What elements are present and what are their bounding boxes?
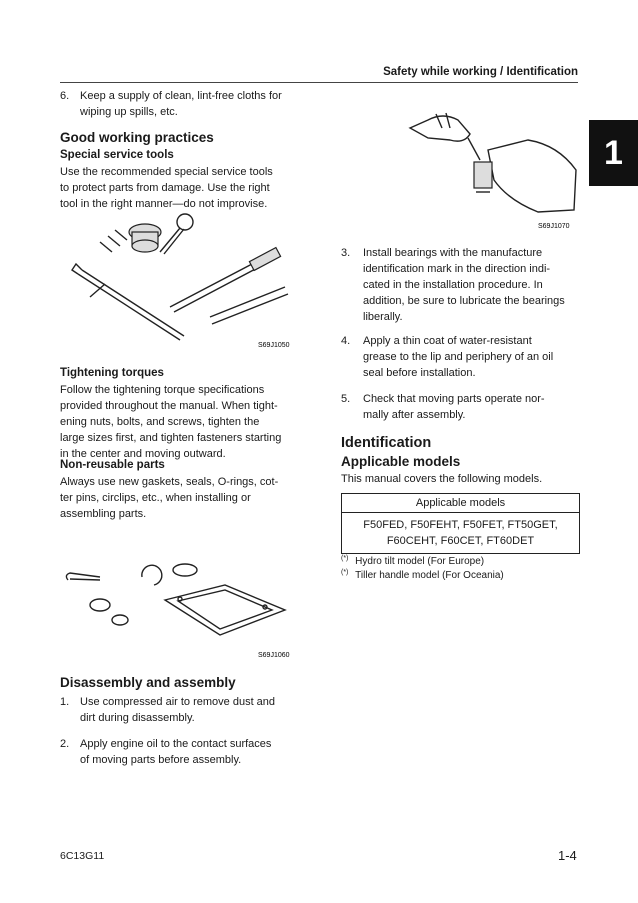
applicable-models-table	[341, 493, 580, 554]
torque-wrench-illustration	[170, 248, 288, 324]
step-1-number: 1.	[60, 696, 70, 708]
step-5-number: 5.	[341, 393, 351, 405]
tightening-torques-text	[60, 382, 296, 462]
footnote-text: Hydro tilt model (For Europe)	[355, 556, 485, 568]
seal-illustration	[90, 599, 128, 625]
special-tools-line: to protect parts from damage. Use the right	[60, 182, 270, 194]
step-3-line: addition, be sure to lubricate the bearings	[363, 295, 565, 307]
step-4-line: seal before installation.	[363, 367, 476, 379]
long-rod-illustration	[72, 264, 184, 340]
step-3	[341, 245, 578, 325]
section-header: Safety while working / Identification	[383, 66, 578, 78]
torques-line: Follow the tightening torque specifications	[60, 384, 265, 396]
disassembly-heading: Disassembly and assembly	[60, 675, 236, 690]
special-tools-heading: Special service tools	[60, 149, 174, 161]
applicable-intro: This manual covers the following models.	[341, 473, 543, 485]
step-2-line: Apply engine oil to the contact surfaces	[80, 738, 272, 750]
footnote-mark: (*)	[341, 569, 349, 576]
eye-bolt-illustration	[160, 214, 193, 254]
item-6	[60, 88, 296, 120]
step-5	[341, 391, 578, 423]
hand-bottom-illustration	[474, 140, 576, 212]
non-reusable-text	[60, 474, 296, 522]
gasket-illustration	[165, 585, 285, 635]
non-reusable-line: assembling parts.	[60, 508, 147, 520]
header-rule	[60, 82, 578, 83]
item-6-number: 6.	[60, 90, 70, 102]
step-2	[60, 736, 296, 768]
document-code: 6C13G11	[60, 850, 105, 862]
step-4-line: grease to the lip and periphery of an oil	[363, 351, 554, 363]
cotter-pin-illustration	[66, 573, 100, 580]
step-5-line: Check that moving parts operate nor-	[363, 393, 545, 405]
table-models-cell	[342, 513, 579, 553]
torques-line: large sizes first, and tighten fasteners starting	[60, 432, 282, 444]
torques-line: in the center and moving outward.	[60, 448, 226, 460]
non-reusable-heading: Non-reusable parts	[60, 459, 165, 471]
step-4-number: 4.	[341, 335, 351, 347]
step-3-line: cated in the installation procedure. In	[363, 279, 543, 291]
step-3-number: 3.	[341, 247, 351, 259]
torques-line: ening nuts, bolts, and screws, tighten the	[60, 416, 260, 428]
special-tools-text	[60, 164, 296, 212]
bearing-install-figure	[398, 100, 580, 232]
bolts-illustration	[100, 230, 127, 252]
identification-heading: Identification	[341, 435, 432, 451]
step-2-line: of moving parts before assembly.	[80, 754, 242, 766]
figure-2-caption: S69J1060	[258, 652, 290, 659]
non-reusable-line: ter pins, circlips, etc., when installing or	[60, 492, 251, 504]
footnote-mark: (*)	[341, 555, 349, 562]
table-models-line: F50FED, F50FEHT, F50FET, FT50GET,	[363, 519, 558, 531]
torques-line: provided throughout the manual. When tight-	[60, 400, 278, 412]
step-1-line: Use compressed air to remove dust and	[80, 696, 276, 708]
table-header-cell: Applicable models	[342, 494, 579, 513]
step-2-number: 2.	[60, 738, 70, 750]
table-models-line: F60CEHT, F60CET, FT60DET	[386, 535, 535, 547]
non-reusable-parts-figure	[60, 555, 298, 663]
hand-top-illustration	[410, 113, 480, 160]
step-4	[341, 333, 578, 381]
step-3-line: liberally.	[363, 311, 403, 323]
footnote-tiller-handle	[341, 566, 504, 583]
circlip-illustration	[142, 565, 162, 585]
chapter-tab: 1	[589, 120, 638, 186]
item-6-line-2: wiping up spills, etc.	[80, 106, 178, 118]
special-tools-line: tool in the right manner—do not improvise.	[60, 198, 268, 210]
puller-tool-illustration	[129, 224, 161, 252]
special-tools-line: Use the recommended special service tools	[60, 166, 273, 178]
step-1	[60, 694, 296, 726]
applicable-models-heading: Applicable models	[341, 454, 461, 469]
step-5-line: mally after assembly.	[363, 409, 466, 421]
page-number: 1-4	[558, 848, 577, 863]
non-reusable-line: Always use new gaskets, seals, O-rings, cot-	[60, 476, 279, 488]
figure-3-caption: S69J1070	[538, 223, 570, 230]
footnote-text: Tiller handle model (For Oceania)	[355, 570, 504, 582]
item-6-line-1: Keep a supply of clean, lint-free cloths for	[80, 90, 282, 102]
good-practices-heading: Good working practices	[60, 130, 214, 145]
o-ring-illustration	[173, 564, 197, 576]
step-1-line: dirt during disassembly.	[80, 712, 195, 724]
step-3-line: Install bearings with the manufacture	[363, 247, 543, 259]
figure-1-caption: S69J1050	[258, 342, 290, 349]
step-4-line: Apply a thin coat of water-resistant	[363, 335, 532, 347]
tightening-torques-heading: Tightening torques	[60, 367, 164, 379]
special-tools-figure	[60, 212, 298, 357]
step-3-line: identification mark in the direction indi-	[363, 263, 551, 275]
